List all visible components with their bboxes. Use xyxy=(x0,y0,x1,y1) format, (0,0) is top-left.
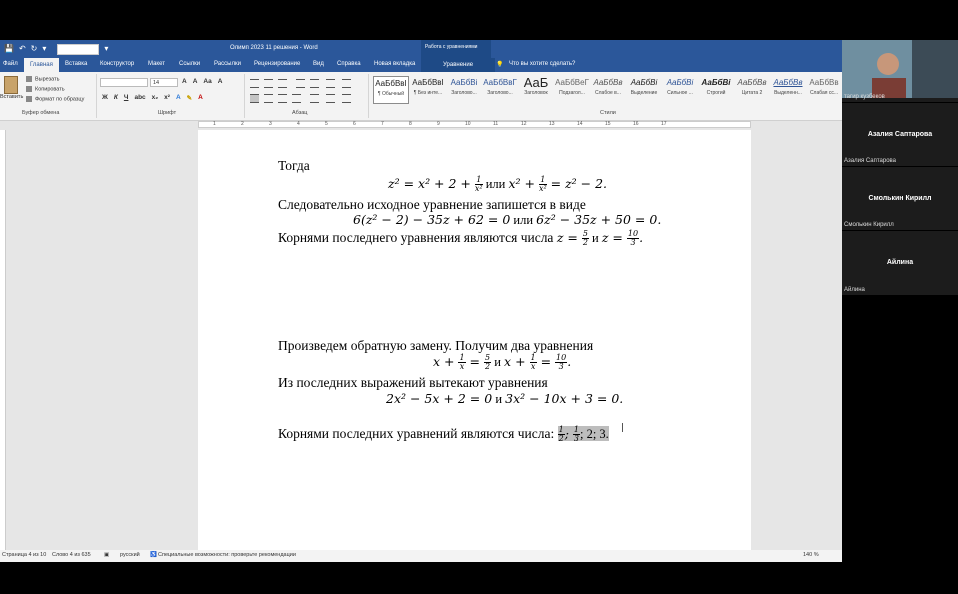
doc-line-consequently: Следовательно исходное уравнение запишется в виде xyxy=(278,197,586,212)
style-name: Цитата 2 xyxy=(741,90,763,96)
participant-tile-2[interactable] xyxy=(842,167,958,230)
line-spacing-icon[interactable] xyxy=(310,94,319,103)
shrink-font-icon[interactable]: A xyxy=(192,78,198,85)
final-roots-values[interactable]: $\frac{1}{2}$ ; $\frac{1}{3}$ ; 2; 3. xyxy=(558,425,609,443)
ruler-tick: 3 xyxy=(269,121,272,127)
copy-label: Копировать xyxy=(35,86,65,93)
ruler-tick: 14 xyxy=(577,121,583,127)
page-count[interactable]: Страница 4 из 10 xyxy=(2,552,47,558)
eq-conj: или xyxy=(510,213,537,227)
participant-label: Смолькин Кирилл xyxy=(844,222,894,228)
equation-4[interactable] xyxy=(386,391,623,407)
status-bar xyxy=(0,550,842,562)
style-preview: АаБбВвI xyxy=(412,78,444,87)
decrease-indent-icon[interactable] xyxy=(296,79,305,88)
justify-icon[interactable] xyxy=(292,94,301,103)
highlight-icon[interactable]: ✎ xyxy=(186,95,193,102)
lightbulb-icon: 💡 xyxy=(496,62,504,68)
style-preview: АаБбВв xyxy=(809,78,839,87)
tab-references[interactable]: Ссылки xyxy=(179,61,201,67)
equation-3[interactable]: x + $\frac{1}{x}$ = $\frac{5}{2}$ и x + $\frac{1}{x}$ = $\frac{10}{3}$ . xyxy=(433,353,572,371)
eq-conj: или xyxy=(482,177,509,191)
tab-insert[interactable]: Вставка xyxy=(65,61,88,67)
style-preview: АаБ xyxy=(523,75,549,90)
cut-button[interactable] xyxy=(26,76,59,82)
ruler-tick: 2 xyxy=(241,121,244,127)
pilcrow-icon[interactable] xyxy=(342,79,351,88)
style-strong[interactable] xyxy=(698,76,734,104)
doc-line-derived: Из последних выражений вытекают уравнения xyxy=(278,375,548,390)
cut-label: Вырезать xyxy=(35,76,60,83)
superscript-icon[interactable]: x² xyxy=(164,94,170,101)
tab-equation[interactable]: Уравнение xyxy=(421,58,495,72)
align-left-icon[interactable] xyxy=(250,94,259,103)
zoom-level[interactable]: 140 % xyxy=(803,552,819,558)
participant-name: Айлина xyxy=(886,259,914,266)
eq-part: z² = x² + 2 + xyxy=(388,176,475,191)
context-group-label: Работа с уравнениями xyxy=(421,40,491,58)
participant-name: Смолькин Кирилл xyxy=(868,195,932,202)
proofing-icon[interactable]: ▣ xyxy=(104,552,110,558)
ruler-tick: 12 xyxy=(521,121,527,127)
style-name: Выделение xyxy=(630,90,658,96)
style-preview: АаБбВі xyxy=(630,78,658,87)
tab-help[interactable]: Справка xyxy=(337,61,361,67)
change-case-icon[interactable]: Aa xyxy=(203,78,212,85)
ruler-tick: 5 xyxy=(325,121,328,127)
style-heading-1[interactable] xyxy=(446,76,482,104)
ribbon xyxy=(0,72,842,121)
style-name: Строгий xyxy=(706,90,726,96)
ruler-tick: 7 xyxy=(381,121,384,127)
font-color-icon[interactable]: A xyxy=(198,94,203,101)
style-intense-quote[interactable] xyxy=(770,76,806,104)
ruler-tick: 8 xyxy=(409,121,412,127)
eq-part: 3x² − 10x + 3 = 0. xyxy=(505,391,624,406)
doc-line-substitution: Произведем обратную замену. Получим два уравнения xyxy=(278,338,594,353)
participant-tile-1[interactable] xyxy=(842,103,958,166)
style-preview: АаБбВвГ xyxy=(483,78,517,87)
paragraph-group-label: Абзац xyxy=(292,110,308,116)
person-icon xyxy=(842,40,958,98)
font-name-select[interactable] xyxy=(100,78,148,87)
numbering-icon[interactable] xyxy=(264,79,273,88)
fraction: $\frac{1}{\text{x²}}$ xyxy=(474,175,483,193)
eq-part: 6(z² − 2) − 35z + 62 = 0 xyxy=(353,212,511,227)
roots-text: Корнями последнего уравнения являются числа xyxy=(278,230,557,245)
clipboard-icon[interactable] xyxy=(4,76,18,94)
style-name: ¶ Обычный xyxy=(377,91,405,97)
subscript-icon[interactable]: x₂ xyxy=(151,94,159,101)
font-group-label: Шрифт xyxy=(158,110,177,116)
align-right-icon[interactable] xyxy=(278,94,287,103)
fraction: $\frac{1}{\text{x²}}$ xyxy=(538,175,547,193)
text-effects-icon[interactable]: A xyxy=(175,94,181,101)
roots-values[interactable]: z = $\frac{5}{2}$ и z = $\frac{10}{3}$ . xyxy=(556,229,644,247)
title-bar xyxy=(0,40,842,58)
bold-icon[interactable]: Ж xyxy=(102,94,108,101)
copy-button[interactable] xyxy=(26,86,65,92)
style-preview: АаБбВв xyxy=(773,78,803,87)
doc-line-then: Тогда xyxy=(278,158,310,173)
increase-indent-icon[interactable] xyxy=(310,79,319,88)
style-preview: АаБбВв xyxy=(737,78,767,87)
accessibility-status[interactable]: Специальные возможности: проверьте рекомендации xyxy=(158,552,296,558)
tell-me-input[interactable]: Что вы хотите сделать? xyxy=(509,61,576,67)
style-subtle-emphasis[interactable] xyxy=(590,76,626,104)
divider xyxy=(96,74,97,118)
tab-file[interactable]: Файл xyxy=(3,61,18,67)
style-preview: АаБбВі xyxy=(666,78,694,87)
multilevel-icon[interactable] xyxy=(278,79,287,88)
copy-icon xyxy=(26,86,32,92)
style-emphasis[interactable] xyxy=(626,76,662,104)
align-center-icon[interactable] xyxy=(264,94,273,103)
dropdown-icon[interactable]: ▾ xyxy=(42,44,47,53)
style-preview: АаБбВеГ xyxy=(555,78,589,87)
eq-conj: и xyxy=(492,392,506,406)
ruler-tick: 4 xyxy=(297,121,300,127)
tab-mailings[interactable]: Рассылки xyxy=(214,61,241,67)
text-cursor xyxy=(622,423,623,432)
document-title: Олимп 2023 11 решения - Word xyxy=(230,45,318,51)
ruler-tick: 15 xyxy=(605,121,611,127)
ribbon-tabs xyxy=(0,58,842,72)
brush-icon xyxy=(26,96,32,102)
style-title[interactable] xyxy=(518,76,554,104)
participant-name: Азалия Саптарова xyxy=(867,131,933,138)
ruler-tick: 13 xyxy=(549,121,555,127)
style-name: Выделенн... xyxy=(774,90,802,96)
style-subtle-reference[interactable] xyxy=(806,76,842,104)
style-no-spacing[interactable] xyxy=(410,76,446,104)
clipboard-group-label: Буфер обмена xyxy=(22,110,60,116)
style-preview: АаБбВі xyxy=(450,78,478,87)
divider xyxy=(368,74,369,118)
ruler-tick: 17 xyxy=(661,121,667,127)
participant-tile-video[interactable] xyxy=(842,40,958,102)
language[interactable]: русский xyxy=(120,552,140,558)
clear-format-icon[interactable]: A xyxy=(217,78,223,85)
paste-button[interactable]: Вставить xyxy=(0,94,24,100)
borders-icon[interactable] xyxy=(342,94,351,103)
quick-access-toolbar xyxy=(4,43,108,55)
participant-label: Айлина xyxy=(844,287,865,293)
style-name: Заголовок xyxy=(524,90,548,96)
font-size-select[interactable]: 14 xyxy=(150,78,178,87)
participant-label: Азалия Саптарова xyxy=(844,158,896,164)
participant-label: тагир кузбеков xyxy=(844,94,885,100)
doc-line-final-roots xyxy=(278,426,609,443)
doc-line-roots xyxy=(278,230,643,247)
strike-icon[interactable]: аbc xyxy=(134,94,146,101)
document-content xyxy=(198,130,751,550)
tab-review[interactable]: Рецензирование xyxy=(254,61,301,67)
style-name: Слабое в... xyxy=(595,90,621,96)
tab-new[interactable]: Новая вкладка xyxy=(374,61,416,67)
scissors-icon xyxy=(26,76,32,82)
ruler-tick: 10 xyxy=(465,121,471,127)
style-preview: АаБбВв xyxy=(593,78,623,87)
underline-icon[interactable]: Ч xyxy=(123,94,129,101)
tab-home[interactable]: Главная xyxy=(24,58,59,72)
ruler-tick: 9 xyxy=(437,121,440,127)
divider xyxy=(244,74,245,118)
format-painter-button[interactable] xyxy=(26,96,84,102)
redo-icon[interactable]: ↻ xyxy=(30,44,38,53)
style-name: ¶ Без инте... xyxy=(413,90,443,96)
shading-icon[interactable] xyxy=(326,94,335,103)
font-format-row xyxy=(102,94,203,102)
format-painter-label: Формат по образцу xyxy=(35,96,85,103)
video-feed xyxy=(842,40,958,98)
tab-design[interactable]: Конструктор xyxy=(100,61,135,67)
style-name: Заголово... xyxy=(451,90,477,96)
participant-tile-3[interactable] xyxy=(842,231,958,295)
word-count[interactable]: Слово 4 из 635 xyxy=(52,552,91,558)
sort-icon[interactable] xyxy=(326,79,335,88)
bullets-icon[interactable] xyxy=(250,79,259,88)
style-preview: АаБбВвI xyxy=(375,79,407,88)
qat-input[interactable] xyxy=(57,44,99,55)
style-name: Подзагол... xyxy=(559,90,585,96)
tab-view[interactable]: Вид xyxy=(313,61,324,67)
italic-icon[interactable]: К xyxy=(113,94,118,101)
style-name: Заголово... xyxy=(487,90,513,96)
style-intense-emphasis[interactable] xyxy=(662,76,698,104)
accessibility-icon[interactable]: ♿ xyxy=(150,552,157,558)
equation-2[interactable] xyxy=(353,212,661,228)
eq-part: x² + xyxy=(508,176,539,191)
grow-font-icon[interactable]: A xyxy=(182,78,187,85)
eq-part: = z² − 2. xyxy=(546,176,608,191)
style-preview: АаБбВі xyxy=(701,78,731,87)
style-heading-2[interactable] xyxy=(482,76,518,104)
font-grow-shrink xyxy=(182,78,222,85)
tab-layout[interactable]: Макет xyxy=(148,61,165,67)
style-name: Слабая сс... xyxy=(809,90,839,96)
style-name: Сильное ... xyxy=(667,90,693,96)
horizontal-ruler[interactable] xyxy=(198,121,751,128)
ruler-tick: 1 xyxy=(213,121,216,127)
customize-qat-icon[interactable]: ▾ xyxy=(104,44,109,53)
final-roots-text: Корнями последних уравнений являются числа: xyxy=(278,426,558,441)
style-quote-2[interactable] xyxy=(734,76,770,104)
ruler-tick: 16 xyxy=(633,121,639,127)
eq-part: 6z² − 35z + 50 = 0. xyxy=(536,212,662,227)
style-subtitle[interactable] xyxy=(554,76,590,104)
style-normal[interactable] xyxy=(373,76,409,104)
undo-icon[interactable]: ↶ xyxy=(18,44,26,53)
save-icon[interactable]: 💾 xyxy=(4,44,14,53)
styles-group-label: Стили xyxy=(600,110,616,116)
ruler-tick: 11 xyxy=(493,121,499,127)
ruler-tick: 6 xyxy=(353,121,356,127)
eq-part: 2x² − 5x + 2 = 0 xyxy=(386,391,493,406)
vertical-ruler[interactable] xyxy=(0,130,6,550)
